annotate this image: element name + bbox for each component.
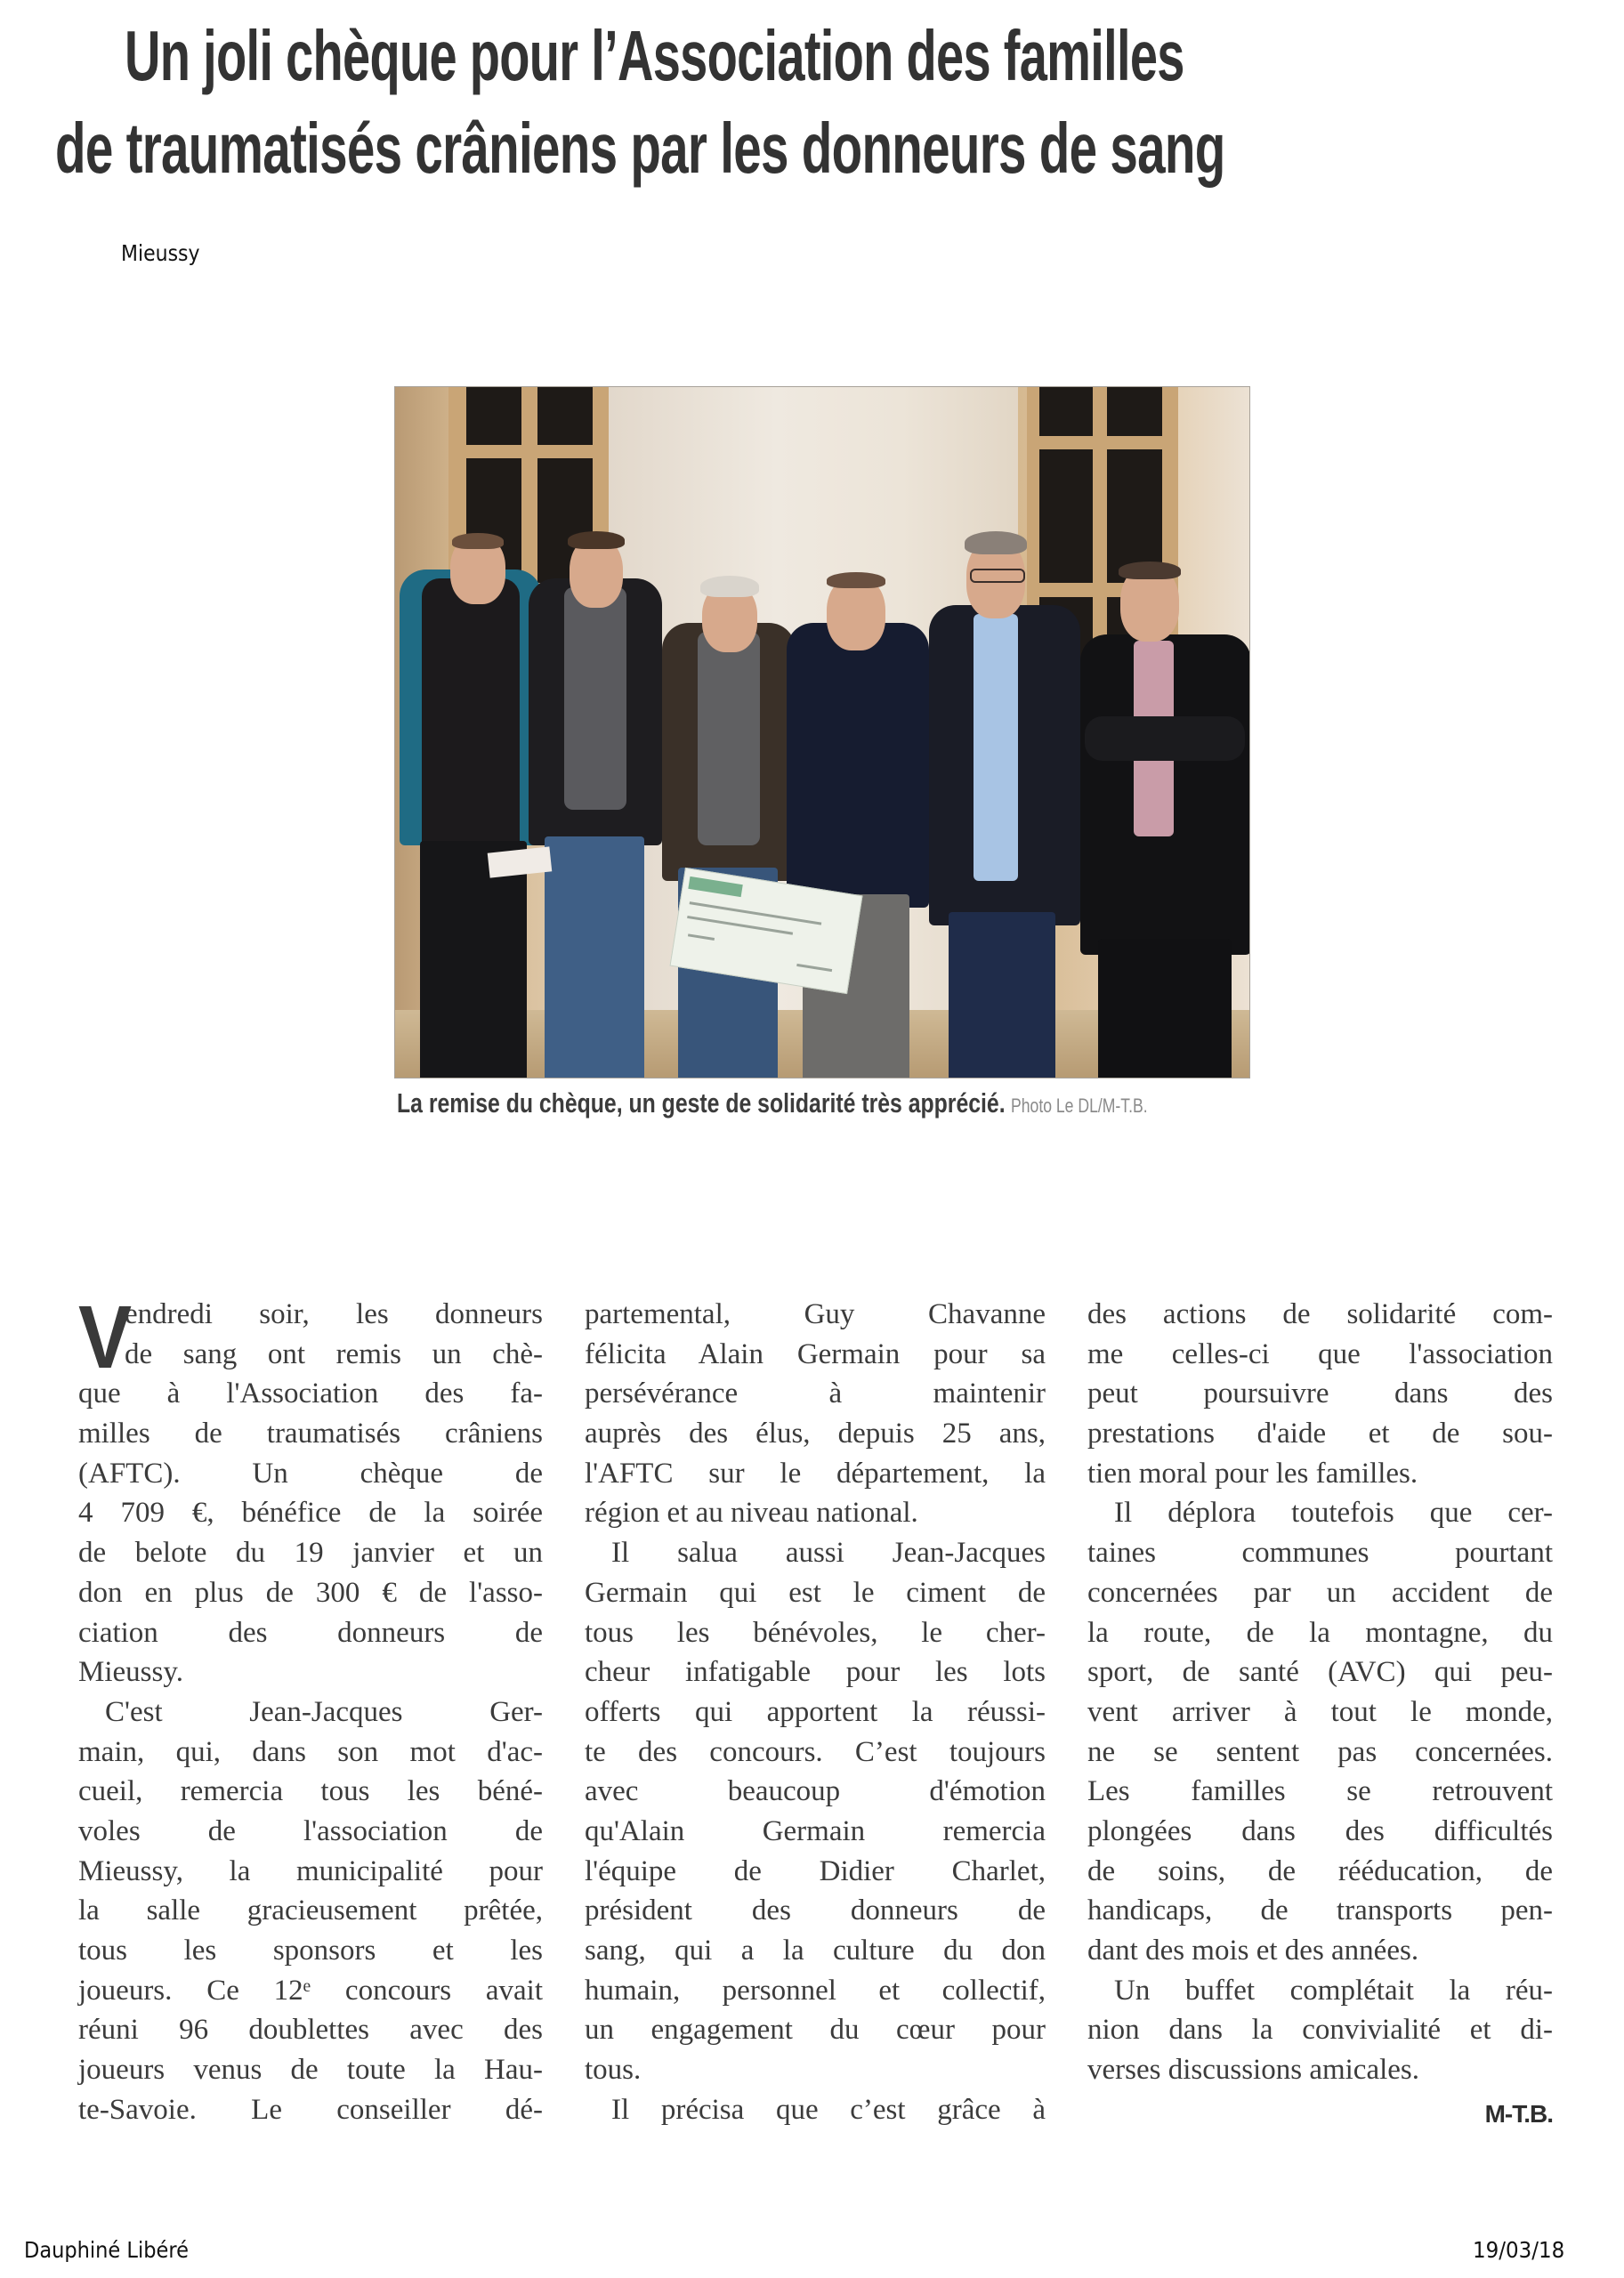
text-line: cueil, remercia tous les béné- (78, 1775, 543, 1808)
text-line: don en plus de 300 € de l'asso- (78, 1576, 543, 1609)
text-line: joueurs. Ce 12ᵉ concours avait (78, 1974, 543, 2007)
text-line: voles de l'association de (78, 1814, 543, 1847)
text-line: que à l'Association des fa- (78, 1377, 543, 1410)
text-line: réuni 96 doublettes avec des (78, 2014, 543, 2047)
drop-cap: V (78, 1288, 133, 1387)
text-line: handicaps, de transports pen- (1087, 1894, 1553, 1927)
article-column-1 (78, 1288, 543, 2129)
text-line: de sang ont remis un chè- (125, 1337, 543, 1370)
text-line: cheur infatigable pour les lots (585, 1656, 1046, 1689)
footer-publication: Dauphiné Libéré (24, 2237, 189, 2263)
text-line: région et au niveau national. (585, 1497, 918, 1530)
text-line: concernées par un accident de (1087, 1576, 1553, 1609)
article-column-2 (585, 1295, 1046, 2129)
text-line: vent arriver à tout le monde, (1087, 1695, 1553, 1728)
photo-caption (397, 1087, 1148, 1119)
text-line: tien moral pour les familles. (1087, 1457, 1418, 1490)
text-line: qu'Alain Germain remercia (585, 1814, 1046, 1847)
text-line: Mieussy, la municipalité pour (78, 1854, 543, 1887)
text-line: main, qui, dans son mot d'ac- (78, 1735, 543, 1768)
text-line: la route, de la montagne, du (1087, 1616, 1553, 1649)
text-line: partemental, Guy Chavanne (585, 1298, 1046, 1330)
text-line: prestations d'aide et de sou- (1087, 1418, 1553, 1450)
text-line: l'AFTC sur le département, la (585, 1457, 1046, 1490)
text-line: président des donneurs de (585, 1894, 1046, 1927)
text-line: félicita Alain Germain pour sa (585, 1337, 1046, 1370)
text-line: offerts qui apportent la réussi- (585, 1695, 1046, 1728)
author-byline: M-T.B. (1484, 2099, 1553, 2128)
text-line: tous les sponsors et les (78, 1935, 543, 1967)
text-line: C'est Jean-Jacques Ger- (105, 1695, 543, 1728)
text-line: plongées dans des difficultés (1087, 1814, 1553, 1847)
text-line: un engagement du cœur pour (585, 2014, 1046, 2047)
text-line: 4 709 €, bénéfice de la soirée (78, 1497, 543, 1530)
text-line: ciation des donneurs de (78, 1616, 543, 1649)
text-line: Il salua aussi Jean-Jacques (611, 1537, 1046, 1570)
location-label: Mieussy (121, 240, 200, 266)
text-line: Les familles se retrouvent (1087, 1775, 1553, 1808)
text-line: endredi soir, les donneurs (125, 1298, 543, 1330)
text-line: sport, de santé (AVC) qui peu- (1087, 1656, 1553, 1689)
text-line: te-Savoie. Le conseiller dé- (78, 2093, 543, 2126)
text-line: Germain qui est le ciment de (585, 1576, 1046, 1609)
text-line: (AFTC). Un chèque de (78, 1457, 543, 1490)
text-line: joueurs venus de toute la Hau- (78, 2054, 543, 2087)
text-line: l'équipe de Didier Charlet, (585, 1854, 1046, 1887)
text-line: des actions de solidarité com- (1087, 1298, 1553, 1330)
text-line: me celles-ci que l'association (1087, 1337, 1553, 1370)
text-line: humain, personnel et collectif, (585, 1974, 1046, 2007)
photo-credit: Photo Le DL/M-T.B. (1011, 1095, 1148, 1117)
text-line: Il déplora toutefois que cer- (1114, 1497, 1553, 1530)
text-line: tous les bénévoles, le cher- (585, 1616, 1046, 1649)
text-line: peut poursuivre dans des (1087, 1377, 1553, 1410)
text-line: auprès des élus, depuis 25 ans, (585, 1418, 1046, 1450)
text-line: Mieussy. (78, 1656, 183, 1689)
text-line: de belote du 19 janvier et un (78, 1537, 543, 1570)
text-line: dant des mois et des années. (1087, 1935, 1419, 1967)
article-column-3 (1087, 1295, 1553, 2129)
text-line: sang, qui a la culture du don (585, 1935, 1046, 1967)
text-line: milles de traumatisés crâniens (78, 1418, 543, 1450)
text-line: de soins, de rééducation, de (1087, 1854, 1553, 1887)
text-line: Il précisa que c’est grâce à (611, 2093, 1046, 2126)
text-line: persévérance à maintenir (585, 1377, 1046, 1410)
caption-text: La remise du chèque, un geste de solidarité très apprécié. (397, 1087, 1006, 1119)
text-line: tous. (585, 2054, 642, 2087)
text-line: avec beaucoup d'émotion (585, 1775, 1046, 1808)
text-line: nion dans la convivialité et di- (1087, 2014, 1553, 2047)
text-line: te des concours. C’est toujours (585, 1735, 1046, 1768)
text-line: verses discussions amicales. (1087, 2054, 1420, 2087)
text-line: ne se sentent pas concernées. (1087, 1735, 1553, 1768)
headline-line-2: de traumatisés crâniens par les donneurs de sang (55, 109, 1225, 188)
text-line: taines communes pourtant (1087, 1537, 1553, 1570)
article-photo (394, 386, 1250, 1078)
text-line: Un buffet complétait la réu- (1114, 1974, 1553, 2007)
headline-line-1: Un joli chèque pour l’Association des familles (125, 16, 1184, 95)
footer-date: 19/03/18 (1473, 2237, 1565, 2263)
text-line: la salle gracieusement prêtée, (78, 1894, 543, 1927)
